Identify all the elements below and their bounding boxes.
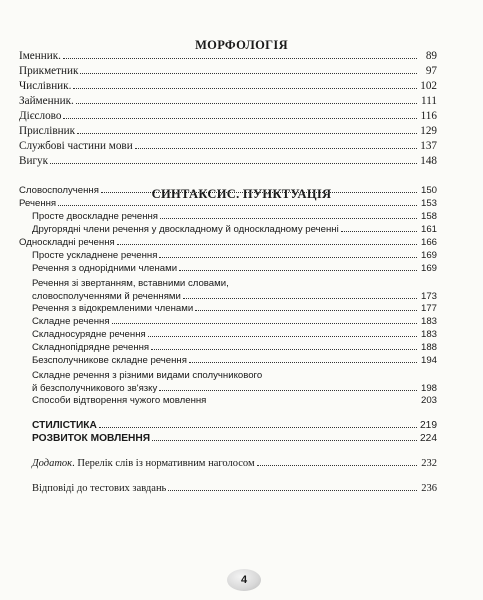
- toc-entry[interactable]: Словосполучення 150: [19, 185, 437, 196]
- toc-entry[interactable]: Односкладні речення 166: [19, 237, 437, 248]
- toc-entry-multiline[interactable]: Складне речення з різними видами сполучникового й безсполучникового зв'язку 198: [32, 370, 437, 394]
- toc-entry[interactable]: Безсполучникове складне речення 194: [32, 355, 437, 366]
- toc-entry[interactable]: Складне речення 183: [32, 316, 437, 327]
- morphology-title: МОРФОЛОГІЯ: [195, 38, 288, 52]
- toc-entry[interactable]: Речення з однорідними членами 169: [32, 263, 437, 274]
- toc-entry-answers[interactable]: Відповіді до тестових завдань 236: [32, 483, 437, 494]
- toc-entry-appendix[interactable]: Додаток. Перелік слів із нормативним наголосом 232: [32, 458, 437, 469]
- syntax-title: СИНТАКСИС. ПУНКТУАЦІЯ: [151, 187, 332, 201]
- toc-entry[interactable]: Займенник. 111: [19, 95, 437, 107]
- toc-entry[interactable]: Способи відтворення чужого мовлення 203: [32, 395, 437, 406]
- toc-entry-speech-development[interactable]: РОЗВИТОК МОВЛЕННЯ 224: [32, 433, 437, 444]
- toc-entry[interactable]: Вигук 148: [19, 155, 437, 167]
- toc-entry-multiline[interactable]: Речення зі звертанням, вставними словами, словосполученнями й реченнями 173: [32, 278, 437, 302]
- page-number: 4: [227, 569, 261, 591]
- toc-entry[interactable]: Речення з відокремленими членами 177: [32, 303, 437, 314]
- toc-entry[interactable]: Другорядні члени речення у двоскладному й односкладному реченні 161: [32, 224, 437, 235]
- toc-entry[interactable]: Дієслово 116: [19, 110, 437, 122]
- toc-entry[interactable]: Складносурядне речення 183: [32, 329, 437, 340]
- toc-entry[interactable]: Прикметник 97: [19, 65, 437, 77]
- toc-entry[interactable]: Речення 153: [19, 198, 437, 209]
- toc-entry[interactable]: Складнопідрядне речення 188: [32, 342, 437, 353]
- toc-entry[interactable]: Числівник. 102: [19, 80, 437, 92]
- toc-entry[interactable]: Службові частини мови 137: [19, 140, 437, 152]
- toc-entry[interactable]: Просте двоскладне речення 158: [32, 211, 437, 222]
- toc-entry-stylistics[interactable]: СТИЛІСТИКА 219: [32, 420, 437, 431]
- toc-entry[interactable]: Просте ускладнене речення 169: [32, 250, 437, 261]
- toc-entry[interactable]: Прислівник 129: [19, 125, 437, 137]
- toc-entry[interactable]: Іменник. 89: [19, 50, 437, 62]
